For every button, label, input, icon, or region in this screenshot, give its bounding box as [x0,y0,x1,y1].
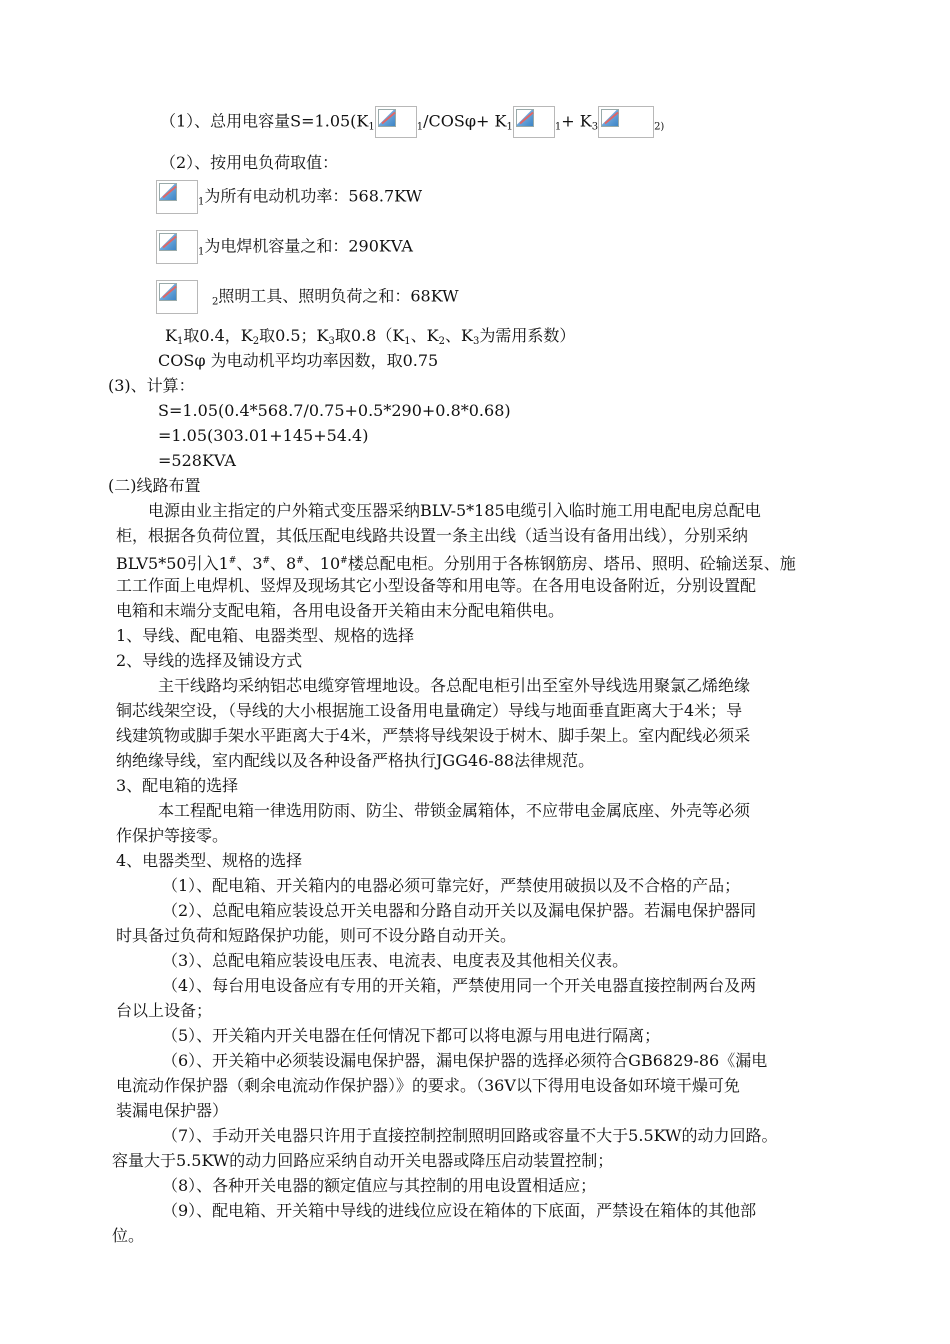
section-title: (二)线路布置 [108,476,201,495]
paragraph-1-line-5: 电箱和末端分支配电箱，各用电设备开关箱由末分配电箱供电。 [116,601,565,620]
paragraph-3-line-1: 本工程配电箱一律选用防雨、防尘、带锁金属箱体，不应带电金属底座、外壳等必须 [158,801,751,820]
formula-line-2: （2）、按用电负荷取值： [160,153,339,172]
broken-image-icon [598,106,654,138]
item-3: （3）、总配电箱应装设电压表、电流表、电度表及其他相关仪表。 [162,951,629,970]
broken-image-icon [156,180,198,214]
paragraph-1-line-3: BLV5*50引入1#、3#、8#、10#楼总配电柜。分别用于各栋钢筋房、塔吊、照明、砼输送泵、施 [116,554,796,573]
broken-image-icon [513,106,555,138]
item-1: （1）、配电箱、开关箱内的电器必须可靠完好，严禁使用破损以及不合格的产品； [162,876,741,895]
item-2-line-2: 时具备过负荷和短路保护功能，则可不设分路自动开关。 [116,926,517,945]
item-6-line-3: 装漏电保护器） [116,1101,229,1120]
paragraph-1-line-1: 电源由业主指定的户外箱式变压器采纳BLV-5*185电缆引入临时施工用电配电房总配电 [148,501,761,520]
heading-4: 4、电器类型、规格的选择 [116,851,303,870]
param-line-1: $_1$为所有电动机功率：568.7KW [156,180,422,214]
paragraph-3-line-2: 作保护等接零。 [116,826,229,845]
item-2-line-1: （2）、总配电箱应装设总开关电器和分路自动开关以及漏电保护器。若漏电保护器同 [162,901,757,920]
item-6-line-2: 电流动作保护器（剩余电流动作保护器）》的要求。（36V以下得用电设备如环境干燥可免 [116,1076,740,1095]
paragraph-1-line-4: 工工作面上电焊机、竖焊及现场其它小型设备等和用电等。在各用电设备附近，分别设置配 [116,576,757,595]
item-4-line-1: （4）、每台用电设备应有专用的开关箱，严禁使用同一个开关电器直接控制两台及两 [162,976,757,995]
calc-line-3: =528KVA [158,451,236,470]
item-4-line-2: 台以上设备； [116,1001,213,1020]
item-7-line-2: 容量大于5.5KW的动力回路应采纳自动开关电器或降压启动装置控制； [112,1151,614,1170]
calc-heading: (3)、计算： [108,376,195,395]
coefficient-line: $K_1$取0.4，$K_2$取0.5；$K_3$取$0.8(K_1$、$K_2$、$K_3$为需用系数） [165,326,576,347]
heading-1: 1、导线、配电箱、电器类型、规格的选择 [116,626,415,645]
cos-line: COSφ 为电动机平均功率因数，取0.75 [158,351,439,370]
item-5: （5）、开关箱内开关电器在任何情况下都可以将电源与用电进行隔离； [162,1026,661,1045]
paragraph-2-line-3: 线建筑物或脚手架水平距离大于4米，严禁将导线架设于树木、脚手架上。室内配线必须采 [116,726,751,745]
broken-image-icon [156,280,198,314]
paragraph-2-line-1: 主干线路均采纳铝芯电缆穿管埋地设。各总配电柜引出至室外导线选用聚氯乙烯绝缘 [158,676,751,695]
heading-2: 2、导线的选择及铺设方式 [116,651,303,670]
item-6-line-1: （6）、开关箱中必须装设漏电保护器，漏电保护器的选择必须符合GB6829-86《漏电 [162,1051,768,1070]
paragraph-2-line-2: 铜芯线架空设，（导线的大小根据施工设备用电量确定）导线与地面垂直距离大于4米；导 [116,701,743,720]
item-9-line-2: 位。 [112,1226,145,1245]
formula-line-1: （1）、总用电容量$S=1.05(K_1$ $_1/COS\varphi+ K_1$ $_1+ K_3$ $_{2)}$ [160,106,664,139]
paragraph-1-line-2: 柜，根据各负荷位置，其低压配电线路共设置一条主出线（适当设有备用出线），分别采纳 [116,526,749,545]
broken-image-icon [375,106,417,138]
item-9-line-1: （9）、配电箱、开关箱中导线的进线位应设在箱体的下底面，严禁设在箱体的其他部 [162,1201,757,1220]
heading-3: 3、配电箱的选择 [116,776,239,795]
param-line-3: $_2$照明工具、照明负荷之和：68KW [156,280,459,314]
param-line-2: $_1$为电焊机容量之和：290KVA [156,230,413,264]
item-7-line-1: （7）、手动开关电器只许用于直接控制控制照明回路或容量不大于5.5KW的动力回路。 [162,1126,778,1145]
calc-line-1: S=1.05(0.4*568.7/0.75+0.5*290+0.8*0.68) [158,401,511,420]
broken-image-icon [156,230,198,264]
calc-line-2: =1.05(303.01+145+54.4) [158,426,369,445]
item-8: （8）、各种开关电器的额定值应与其控制的用电设置相适应； [162,1176,597,1195]
paragraph-2-line-4: 纳绝缘导线，室内配线以及各种设备严格执行JGG46-88法律规范。 [116,751,595,770]
